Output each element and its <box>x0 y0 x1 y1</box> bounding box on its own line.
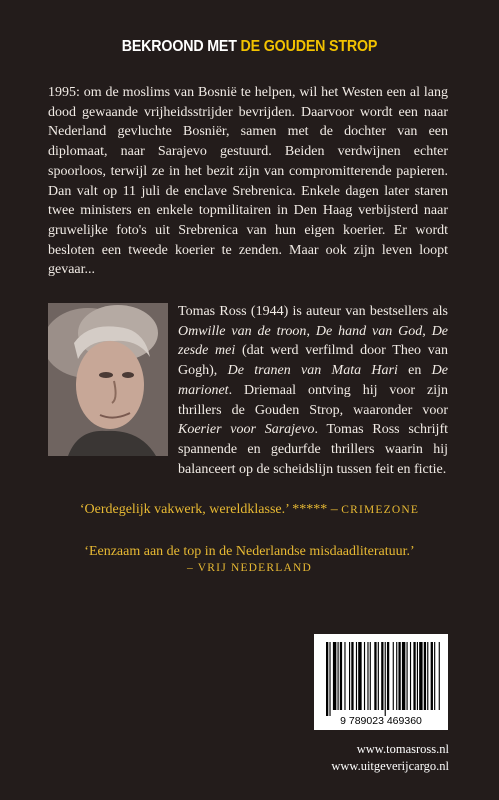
barcode-bar <box>364 642 365 710</box>
award-banner <box>20 38 479 56</box>
barcode-bar <box>358 642 361 710</box>
barcode-bar <box>340 642 342 710</box>
barcode-bar <box>356 642 357 710</box>
barcode-bar <box>427 642 428 710</box>
bio-text: , <box>422 323 432 339</box>
bio-text: Tomas Ross (1944) is auteur van bestsellers als <box>178 304 448 319</box>
author-bio-paragraph <box>178 302 448 479</box>
barcode-bar <box>344 642 345 710</box>
banner-prefix: BEKROOND MET <box>121 38 241 55</box>
bio-text: , <box>306 323 316 339</box>
barcode-bar <box>349 642 350 710</box>
barcode-bar <box>367 642 368 710</box>
barcode-bar <box>410 642 411 710</box>
bio-text: . Driemaal ontving hij voor zijn thrillers de Gouden Strop, waaronder voor <box>178 382 448 418</box>
barcode-bar <box>381 642 383 710</box>
quote-vrij-nederland <box>0 544 499 574</box>
author-photo <box>48 303 168 456</box>
barcode-bar <box>370 642 371 710</box>
quote-source: CRIMEZONE <box>341 504 420 516</box>
book-title: De tranen van Mata Hari <box>227 363 398 379</box>
barcode-bar <box>329 642 330 716</box>
book-title: De hand van God <box>315 323 423 339</box>
barcode-bar <box>387 642 389 710</box>
book-title: De marionet <box>178 363 448 398</box>
barcode-bar <box>419 642 422 710</box>
quote-text: ‘Oerdegelijk vakwerk, wereldklasse.’ ***** – <box>79 502 342 517</box>
bio-text: (dat werd verfilmd door Theo van Gogh), <box>178 343 448 379</box>
barcode-bar <box>439 642 440 710</box>
barcode-bars <box>314 634 448 730</box>
isbn-number: 9 789023 469360 <box>340 715 422 727</box>
synopsis-paragraph: 1995: om de moslims van Bosnië te helpen, wil het Westen een al lang dood gewaande vrijheidsstrijder bevrijden. Daarvoor wordt een naar Nederland gevluchte Bosniër, samen met de dochter van een diplomaat, naar Sarajevo gestuurd. Beiden verdwijnen echter spoorloos, terwijl ze in het bezit zijn van compromitterende papieren. Dan valt op 11 juli de enclave Srebrenica. Enkele dagen later staren twee ministers en enkele topmilitairen in Den Haag verbijsterd naar gruwelijke foto's uit Srebrenica van hun eigen koerier. Er wordt besloten een tweede koerier te zenden. Maar ook zijn leven loopt gevaar... <box>48 85 448 278</box>
barcode-bar <box>338 642 339 710</box>
quote-crimezone <box>0 502 499 518</box>
author-url[interactable]: www.tomasross.nl <box>356 742 449 756</box>
barcode-bar <box>378 642 379 710</box>
barcode-bar <box>385 642 386 716</box>
barcode-bar <box>393 642 394 710</box>
book-title: Omwille van de troon <box>178 323 307 339</box>
quote-text: ‘Eenzaam aan de top in de Nederlandse misdaadliteratuur.’ <box>84 544 415 559</box>
barcode-bar <box>333 642 336 710</box>
barcode-bar <box>431 642 433 710</box>
barcode-bar <box>374 642 376 710</box>
barcode-bar <box>351 642 353 710</box>
website-links <box>300 741 449 775</box>
barcode-bar <box>434 642 435 710</box>
barcode-bar <box>398 642 400 710</box>
barcode-bar <box>326 642 328 716</box>
quote-source: – VRIJ NEDERLAND <box>186 562 313 574</box>
barcode-bar <box>413 642 415 710</box>
banner-highlight: DE GOUDEN STROP <box>240 38 378 55</box>
publisher-url[interactable]: www.uitgeverijcargo.nl <box>331 759 449 773</box>
bio-text: . Tomas Ross schrijft spannende en gedurfde thrillers waarin hij balanceert op de scheidslijn tussen feit en fictie. <box>178 422 448 477</box>
barcode-bar <box>424 642 426 710</box>
book-title: Koerier voor Sarajevo <box>178 422 315 438</box>
barcode-bar <box>417 642 418 710</box>
bio-text: en <box>397 363 432 379</box>
barcode-bar <box>396 642 397 710</box>
isbn-barcode <box>314 634 448 730</box>
barcode-bar <box>402 642 405 710</box>
barcode-bar <box>407 642 408 710</box>
book-title: De zesde mei <box>178 323 449 359</box>
